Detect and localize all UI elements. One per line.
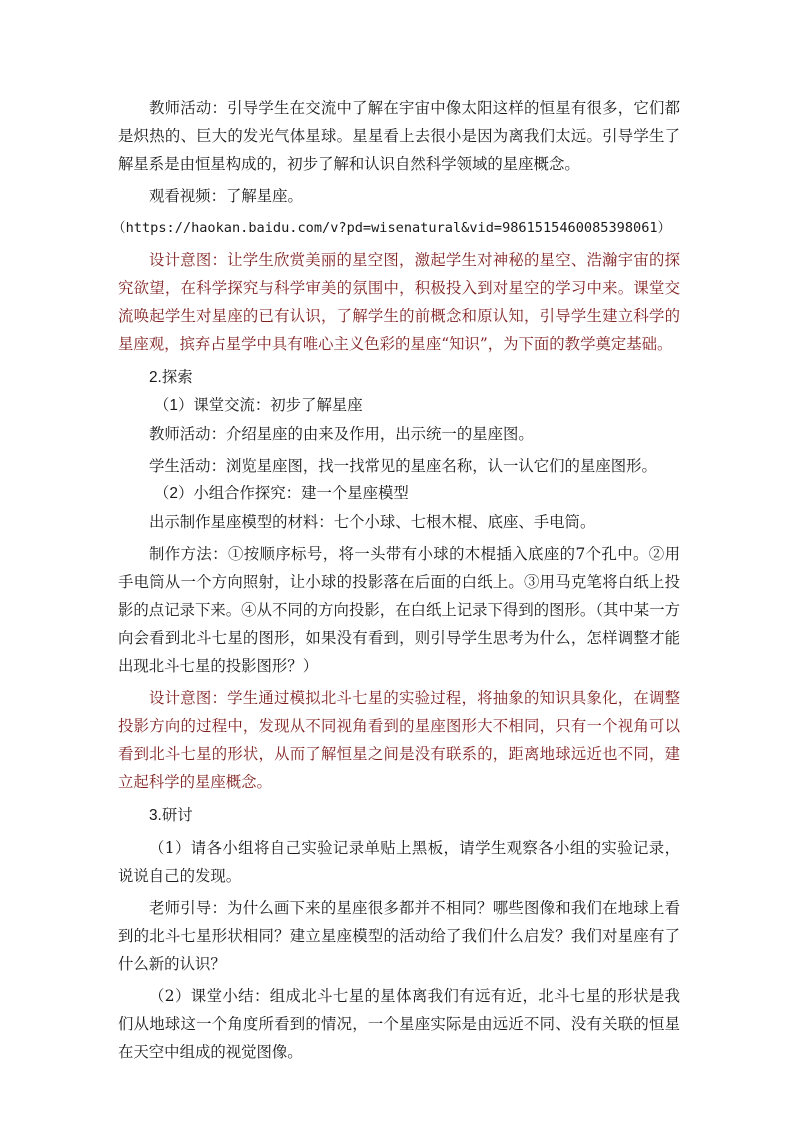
class-summary-paragraph: （2）课堂小结：组成北斗七星的星体离我们有远有近，北斗七星的形状是我们从地球这一个角度所看到的情况，一个星座实际是由远近不同、没有关联的恒星在天空中组成的视觉图像。 <box>118 987 680 1061</box>
method-paragraph: 制作方法：①按顺序标号，将一头带有小球的木棍插入底座的7个孔中。②用手电筒从一个方向照射，让小球的投影落在后面的白纸上。③用马克笔将白纸上投影的点记录下来。④从不同的方向投影，在白纸上记录下得到的图形。（其中某一方向会看到北斗七星的图形，如果没有看到，则引导学生思考为什么，怎样调整才能出现北斗七星的投影图形？） <box>118 545 680 675</box>
subheading-class-discussion: （1）课堂交流：初步了解星座 <box>154 397 363 414</box>
design-intent-paragraph-1: 设计意图：让学生欣赏美丽的星空图，激起学生对神秘的星空、浩瀚宇宙的探究欲望，在科学探究与科学审美的氛围中，积极投入到对星空的学习中来。课堂交流唤起学生对星座的已有认识，了解学生的前概念和原认知，引导学生建立科学的星座观，摈弃占星学中具有唯心主义色彩的星座“知识”，为下面的教学奠定基础。 <box>118 251 680 353</box>
subheading-group-inquiry: （2）小组合作探究：建一个星座模型 <box>154 485 409 502</box>
section-heading-discuss: 3.研讨 <box>149 807 193 824</box>
design-intent-paragraph-2: 设计意图：学生通过模拟北斗七星的实验过程，将抽象的知识具象化，在调整投影方向的过程中，发现从不同视角看到的星座图形大不相同，只有一个视角可以看到北斗七星的形状，从而了解恒星之间是没有联系的，距离地球远近也不同，建立起科学的星座概念。 <box>118 689 680 791</box>
watch-video-paragraph: 观看视频：了解星座。 <box>149 187 303 205</box>
materials-paragraph: 出示制作星座模型的材料：七个小球、七根木棍、底座、手电筒。 <box>149 513 596 531</box>
teacher-activity-paragraph: 教师活动：引导学生在交流中了解在宇宙中像太阳这样的恒星有很多，它们都是炽热的、巨大的发光气体星球。星星看上去很小是因为离我们太远。引导学生了解星系是由恒星构成的，初步了解和认识自然科学领域的星座概念。 <box>118 99 680 173</box>
student-activity-paragraph: 学生活动：浏览星座图，找一找常见的星座名称，认一认它们的星座图形。 <box>149 457 657 475</box>
discussion-paragraph-1: （1）请各小组将自己实验记录单贴上黑板，请学生观察各小组的实验记录，说说自己的发现。 <box>118 839 680 885</box>
video-url[interactable]: （https://haokan.baidu.com/v?pd=wisenatural&vid=9861515460085398061） <box>112 220 672 236</box>
section-heading-explore: 2.探索 <box>149 369 193 386</box>
teacher-guidance-paragraph: 老师引导：为什么画下来的星座很多都并不相同？哪些图像和我们在地球上看到的北斗七星形状相同？建立星座模型的活动给了我们什么启发？我们对星座有了什么新的认识？ <box>118 899 680 973</box>
teacher-activity-intro-paragraph: 教师活动：介绍星座的由来及作用，出示统一的星座图。 <box>149 425 534 443</box>
